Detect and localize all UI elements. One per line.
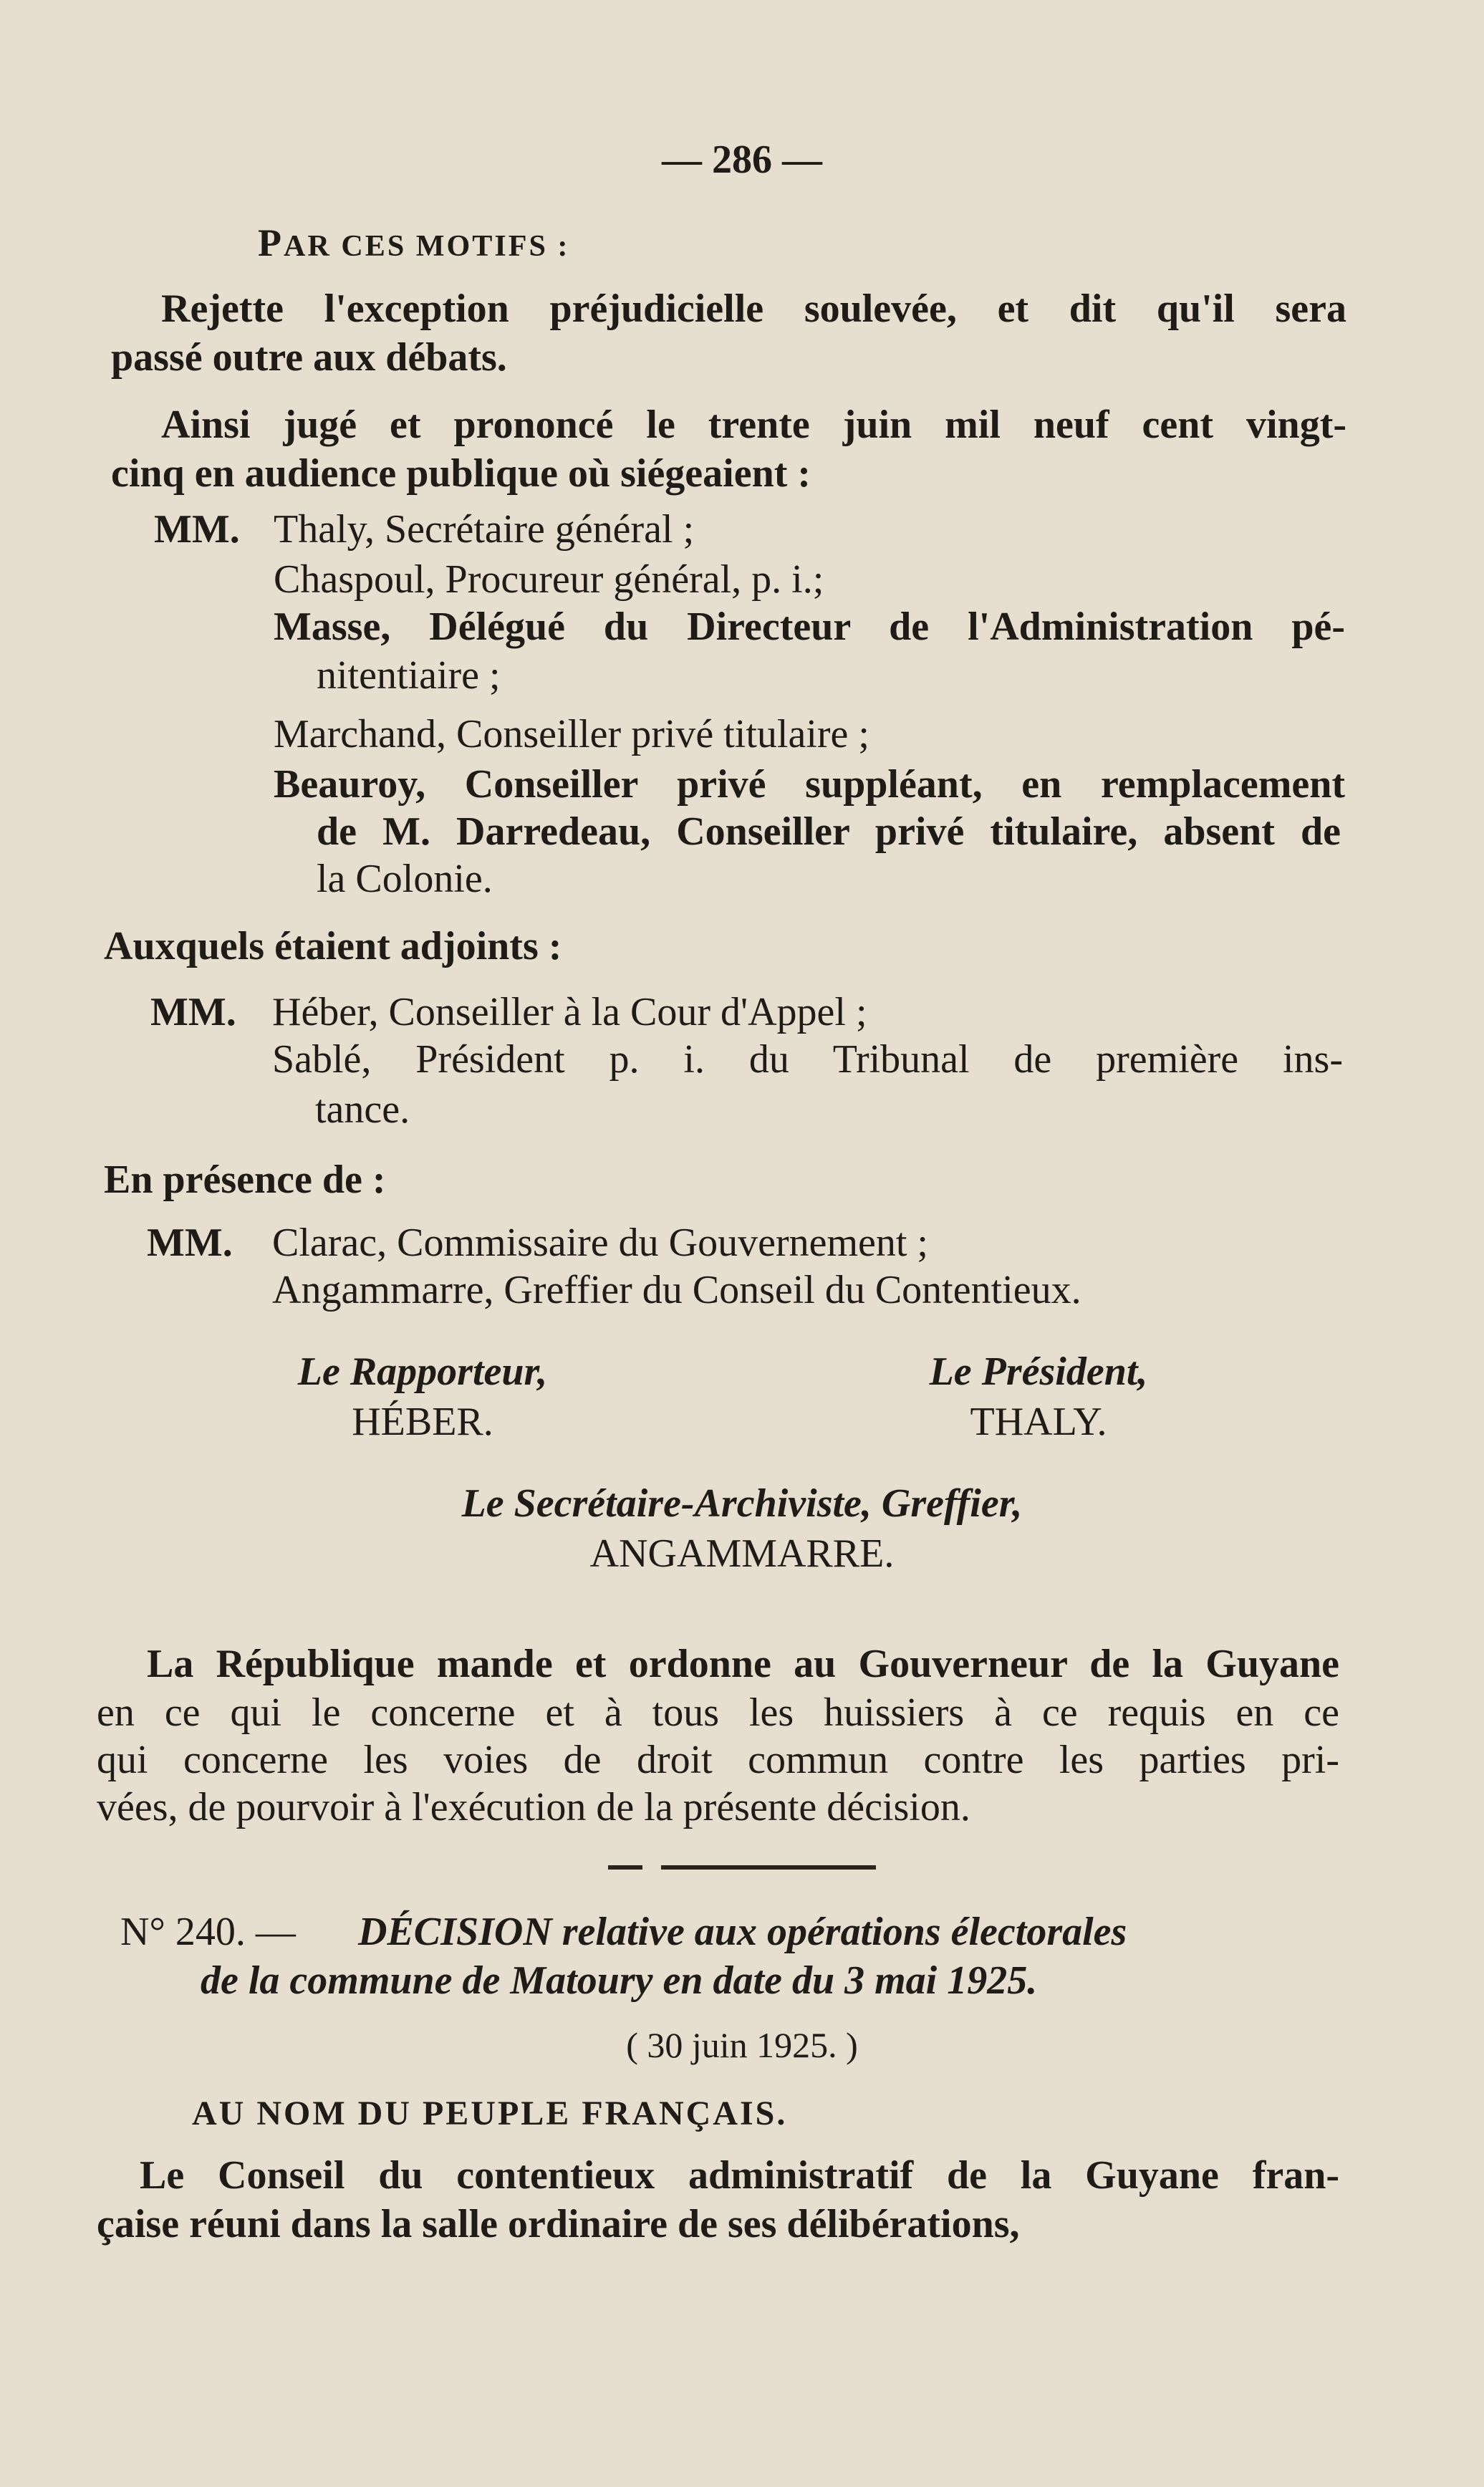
secretaire-signature <box>312 1480 1172 1577</box>
section-divider <box>0 1861 1484 1874</box>
member-line: Beauroy, Conseiller privé suppléant, en remplacement <box>274 762 1345 807</box>
decision-title-line2: de la commune de Matoury en date du 3 mai 1925. <box>201 1958 1038 2003</box>
mandate-line: vées, de pourvoir à l'exécution de la présente décision. <box>97 1785 970 1829</box>
president-signature <box>859 1348 1218 1445</box>
closing-line: Le Conseil du contentieux administratif de la Guyane fran- <box>140 2153 1339 2198</box>
heading-rest: AR CES MOTIFS : <box>284 229 570 263</box>
decision-number: N° 240. — <box>120 1910 296 1954</box>
member-line: de M. Darredeau, Conseiller privé titulaire, absent de <box>317 809 1341 854</box>
member-line: Thaly, Secrétaire général ; <box>274 507 695 552</box>
section-heading <box>258 219 569 270</box>
president-name: THALY. <box>970 1400 1107 1444</box>
para2-line1: Ainsi jugé et prononcé le trente juin mil neuf cent vingt- <box>161 403 1346 447</box>
presence-line: Clarac, Commissaire du Gouvernement ; <box>272 1221 928 1265</box>
page-number: — 286 — <box>662 138 822 182</box>
member-line: Chaspoul, Procureur général, p. i.; <box>274 557 824 602</box>
secretaire-name: ANGAMMARRE. <box>589 1531 895 1576</box>
closing-line: çaise réuni dans la salle ordinaire de ses délibérations, <box>97 2202 1020 2246</box>
mandate-line: qui concerne les voies de droit commun contre les parties pri- <box>97 1738 1339 1782</box>
secretaire-title: Le Secrétaire-Archiviste, Greffier, <box>461 1481 1023 1526</box>
decision-date: ( 30 juin 1925. ) <box>626 2025 858 2065</box>
au-nom-heading: AU NOM DU PEUPLE FRANÇAIS. <box>192 2094 788 2132</box>
adjoint-line: Sablé, Président p. i. du Tribunal de première ins- <box>272 1037 1343 1082</box>
member-line: la Colonie. <box>317 857 493 901</box>
members-prefix: MM. <box>154 507 240 552</box>
decision-title-line1: DÉCISION relative aux opérations électorales <box>358 1910 1127 1954</box>
rapporteur-signature <box>244 1348 602 1445</box>
adjoints-prefix: MM. <box>150 990 236 1034</box>
rapporteur-name: HÉBER. <box>352 1400 493 1444</box>
mandate-line: La République mande et ordonne au Gouverneur de la Guyane <box>147 1642 1339 1686</box>
rapporteur-title: Le Rapporteur, <box>297 1350 548 1394</box>
member-line: Marchand, Conseiller privé titulaire ; <box>274 712 869 756</box>
adjoint-line: tance. <box>315 1087 410 1132</box>
heading-initial: P <box>258 221 284 264</box>
para1-line2: passé outre aux débats. <box>111 335 507 380</box>
member-line: nitentiaire ; <box>317 653 501 698</box>
presence-prefix: MM. <box>147 1221 233 1265</box>
president-title: Le Président, <box>929 1350 1148 1394</box>
presence-line: Angammarre, Greffier du Conseil du Contentieux. <box>272 1268 1081 1312</box>
mandate-line: en ce qui le concerne et à tous les huissiers à ce requis en ce <box>97 1690 1339 1735</box>
presence-label: En présence de : <box>104 1158 386 1202</box>
member-line: Masse, Délégué du Directeur de l'Administration pé- <box>274 605 1345 649</box>
para1-line1: Rejette l'exception préjudicielle soulevée, et dit qu'il sera <box>161 287 1346 331</box>
para2-line2: cinq en audience publique où siégeaient : <box>111 451 811 496</box>
adjoint-line: Héber, Conseiller à la Cour d'Appel ; <box>272 990 867 1034</box>
adjoints-label: Auxquels étaient adjoints : <box>104 924 562 968</box>
